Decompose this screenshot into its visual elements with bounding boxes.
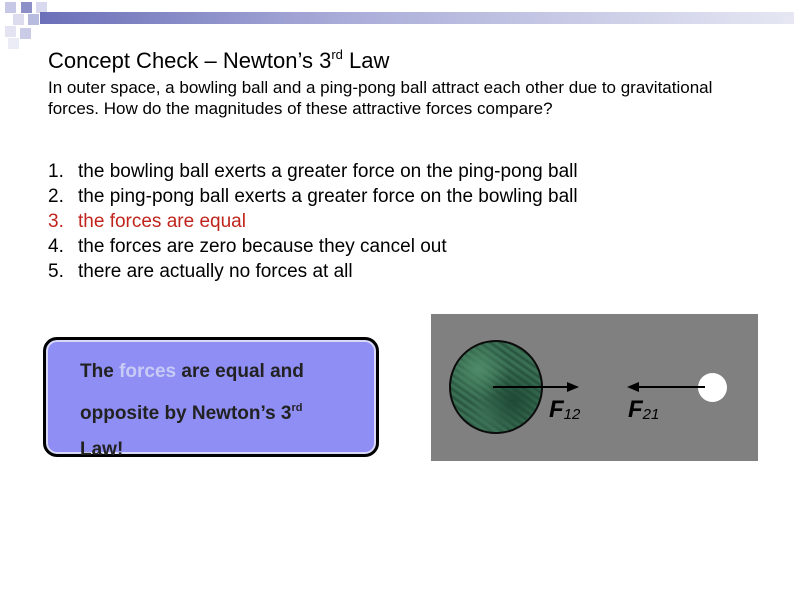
answer-list xyxy=(48,159,578,284)
answer-text: the forces are zero because they cancel out xyxy=(78,236,447,257)
answer-option-2[interactable] xyxy=(48,184,578,209)
title-end: Law xyxy=(342,48,390,73)
answer-number: 3. xyxy=(48,211,64,232)
question-text: In outer space, a bowling ball and a ping-pong ball attract each other due to gravitational forces. How do the magnitudes of these attractive forces compare? xyxy=(48,78,713,118)
answer-callout-box xyxy=(43,337,379,460)
callout-line3: Law! xyxy=(80,439,124,460)
answer-number: 1. xyxy=(48,161,64,182)
force-arrows xyxy=(431,314,758,461)
force-label-12-letter: F xyxy=(549,396,564,423)
answer-text: the ping-pong ball exerts a greater force on the bowling ball xyxy=(78,186,578,207)
callout-highlight: forces xyxy=(119,361,177,382)
force-label-21-letter: F xyxy=(628,396,643,423)
title-accent-bar xyxy=(40,12,794,24)
answer-number: 4. xyxy=(48,236,64,257)
answer-number: 5. xyxy=(48,261,64,282)
answer-text: there are actually no forces at all xyxy=(78,261,353,282)
slide-title xyxy=(48,47,389,74)
decorative-squares xyxy=(0,0,60,50)
title-main: Concept Check – Newton’s 3 xyxy=(48,48,332,73)
answer-option-1[interactable] xyxy=(48,159,578,184)
callout-line2-sup: rd xyxy=(291,402,303,414)
answer-option-3-correct[interactable] xyxy=(48,209,578,234)
force-arrow-21-head xyxy=(627,382,639,392)
callout-text xyxy=(80,356,304,466)
answer-text: the bowling ball exerts a greater force on the ping-pong ball xyxy=(78,161,578,182)
answer-number: 2. xyxy=(48,186,64,207)
callout-line1-pre: The xyxy=(80,361,120,382)
callout-line1-post: are equal and xyxy=(176,361,304,382)
callout-line2: opposite by Newton’s 3 xyxy=(80,403,292,424)
force-label-21-subscript: 21 xyxy=(642,406,660,423)
force-label-12-subscript: 12 xyxy=(563,406,581,423)
force-arrow-12-head xyxy=(567,382,579,392)
title-superscript: rd xyxy=(331,47,343,62)
force-label-21 xyxy=(628,396,659,424)
callout-line-1 xyxy=(80,356,304,388)
answer-option-5[interactable] xyxy=(48,259,578,284)
answer-text: the forces are equal xyxy=(78,211,246,232)
callout-line-3 xyxy=(80,434,304,466)
force-diagram xyxy=(431,314,758,461)
answer-option-4[interactable] xyxy=(48,234,578,259)
force-label-12 xyxy=(549,396,580,424)
callout-line-2 xyxy=(80,392,304,430)
